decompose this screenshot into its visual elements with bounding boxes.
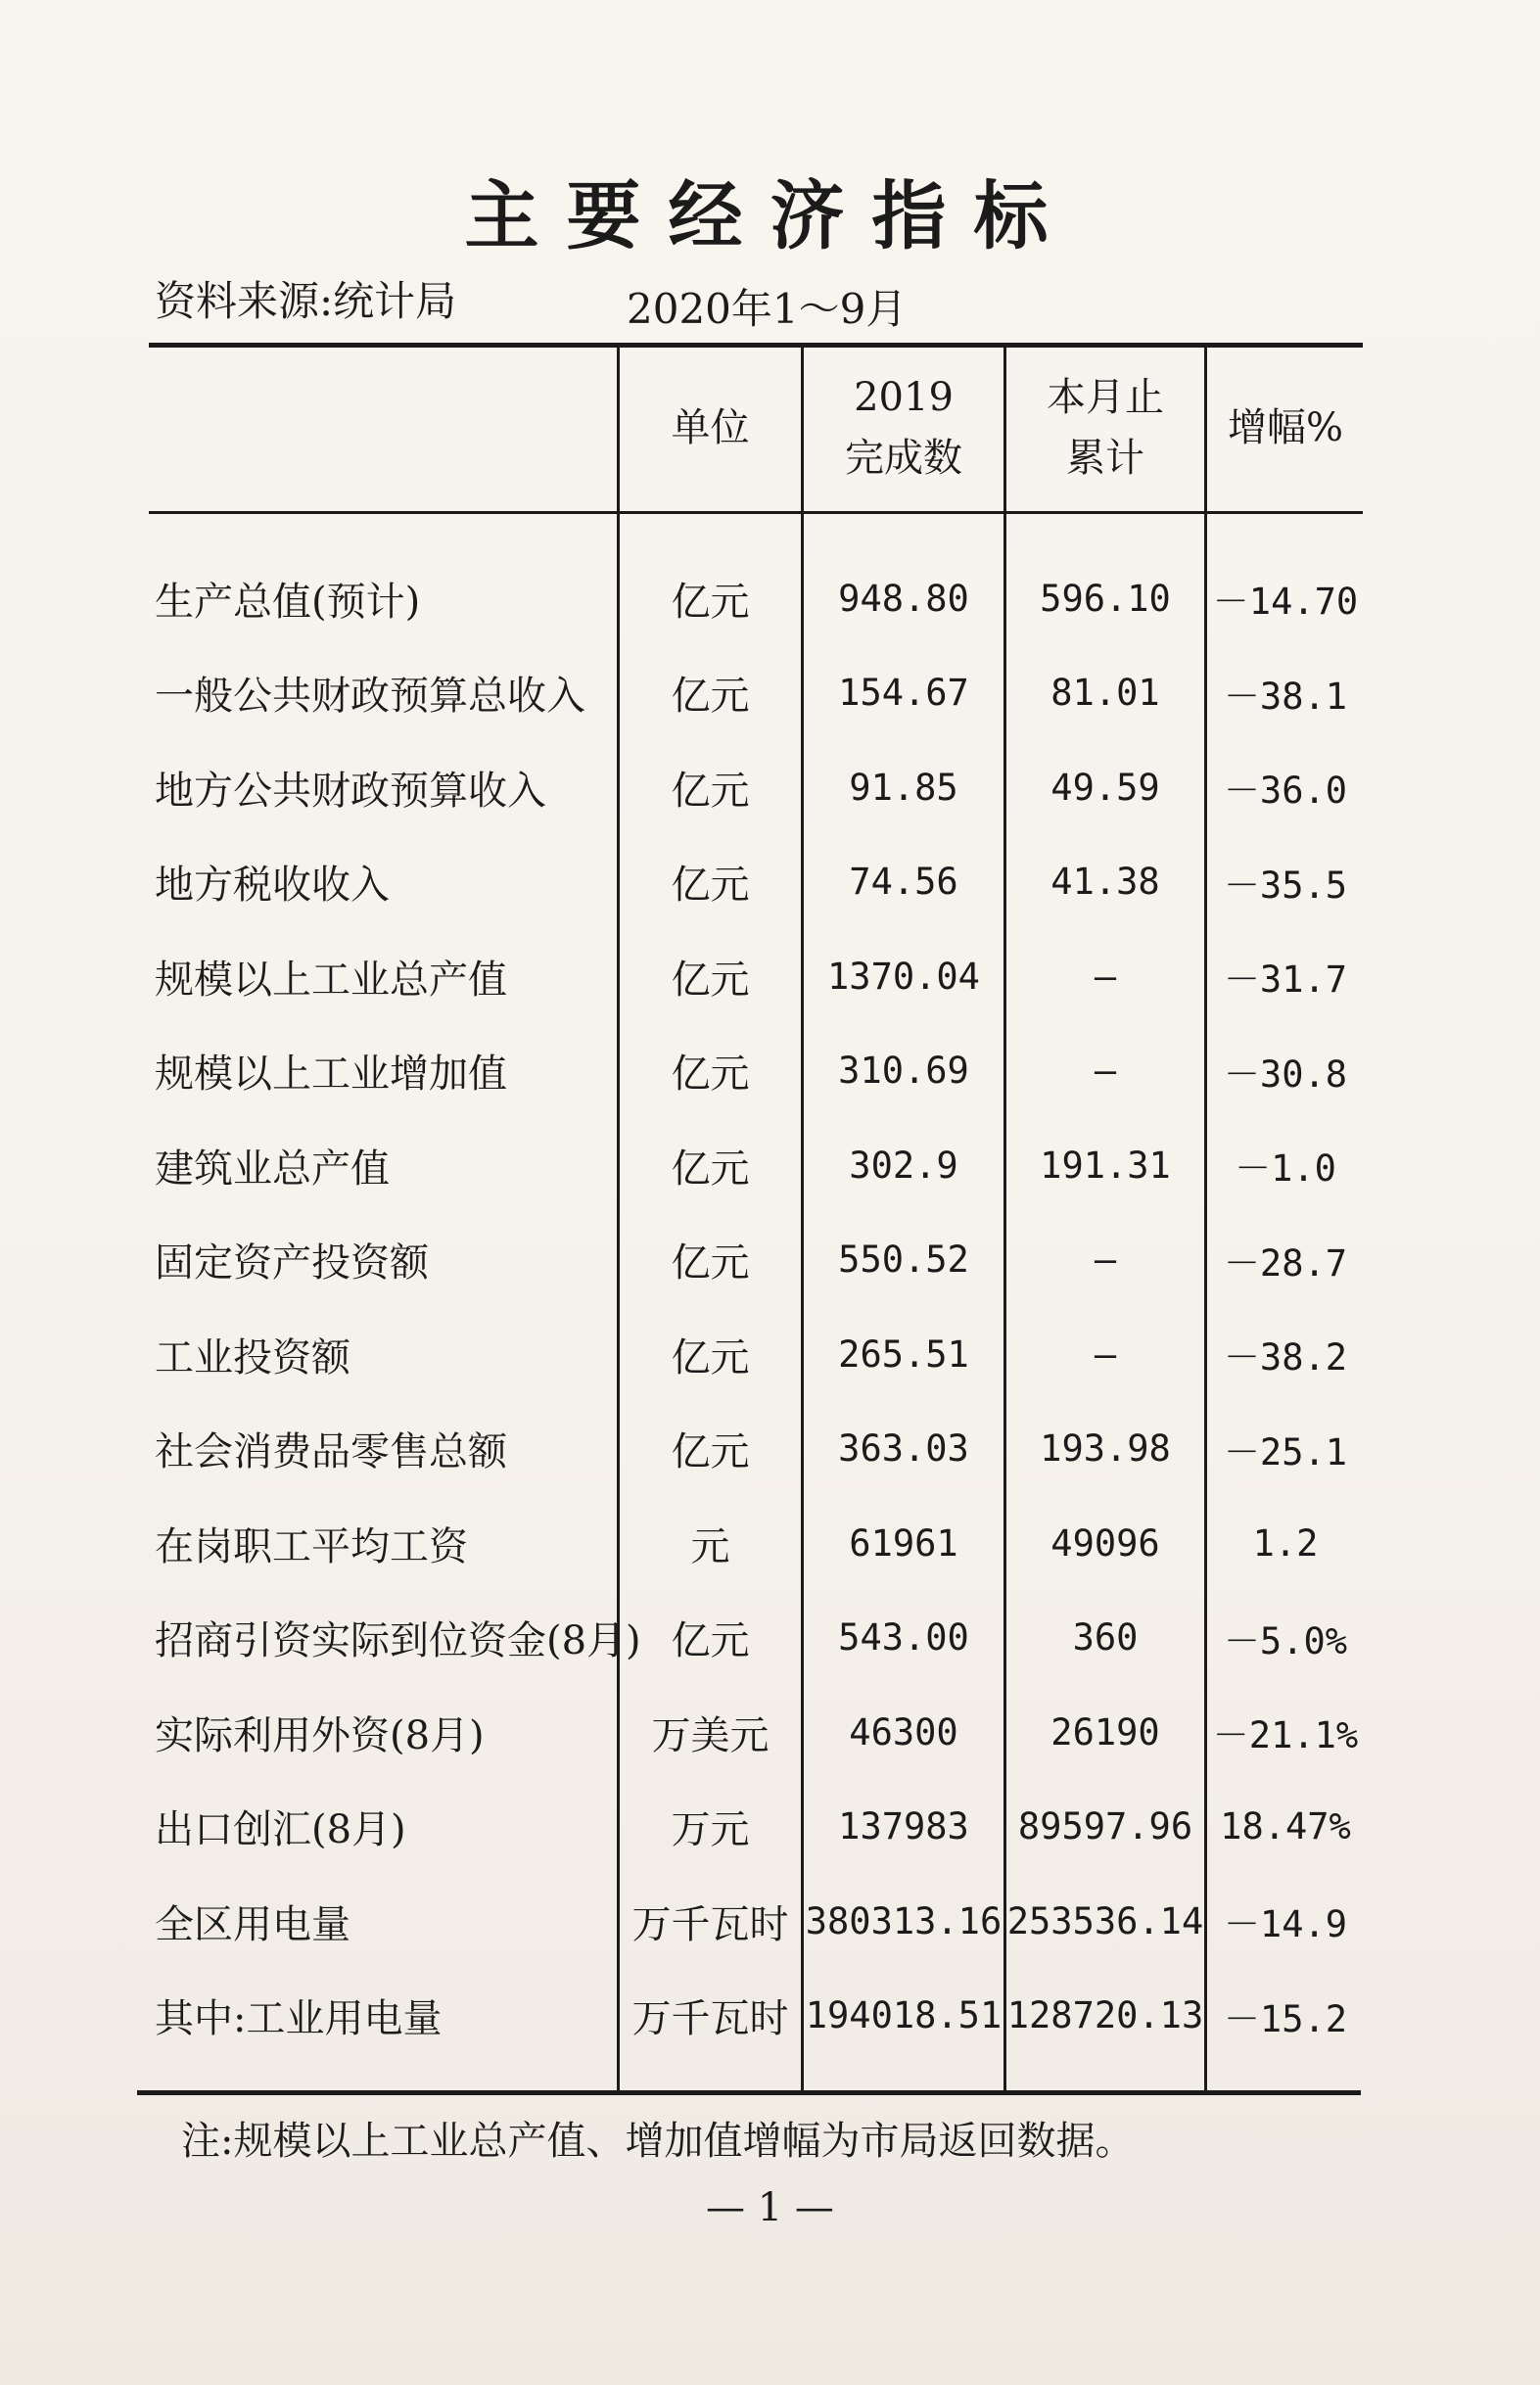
value-cumulative: 81.01 — [1050, 672, 1160, 714]
indicator-unit: 万元 — [671, 1807, 750, 1852]
value-cumulative: 41.38 — [1050, 861, 1160, 903]
indicator-unit: 亿元 — [671, 768, 750, 814]
table-row — [0, 551, 1540, 645]
table-row — [0, 1118, 1540, 1212]
indicator-name: 规模以上工业总产值 — [155, 957, 507, 1003]
header-unit-label: 单位 — [671, 405, 750, 450]
indicator-name: 地方税收收入 — [155, 863, 390, 908]
header-2019 — [804, 345, 1003, 511]
value-increase: －25.1 — [1223, 1430, 1348, 1473]
value-2019: 948.80 — [838, 577, 969, 620]
header-increase — [1207, 345, 1364, 511]
value-increase: 18.47% — [1220, 1805, 1351, 1847]
value-2019: 543.00 — [838, 1616, 969, 1659]
header-2019-year: 2019 — [854, 375, 954, 420]
value-cumulative: 128720.13 — [1006, 1994, 1204, 2036]
header-unit — [620, 345, 801, 511]
value-increase: －31.7 — [1223, 959, 1348, 1001]
value-cumulative: 89597.96 — [1017, 1805, 1193, 1847]
value-cumulative: 49096 — [1050, 1521, 1160, 1565]
indicator-name: 全区用电量 — [155, 1901, 350, 1947]
header-cumulative-line1: 本月止 — [1047, 375, 1164, 420]
indicator-name: 一般公共财政预算总收入 — [155, 674, 585, 719]
indicator-unit: 亿元 — [671, 579, 750, 625]
table-row — [0, 1780, 1540, 1874]
value-increase: －5.0% — [1223, 1619, 1348, 1662]
value-increase: －14.9 — [1223, 1903, 1348, 1945]
value-2019: 137983 — [838, 1805, 969, 1847]
value-increase: －36.0 — [1223, 770, 1348, 812]
indicator-unit: 亿元 — [671, 957, 750, 1003]
value-2019: 154.67 — [838, 672, 969, 714]
indicator-name: 工业投资额 — [155, 1334, 350, 1380]
table-bottom-rule — [137, 2090, 1361, 2095]
header-cumulative — [1006, 345, 1204, 511]
indicator-unit: 万美元 — [651, 1712, 770, 1758]
value-increase: －38.2 — [1223, 1336, 1348, 1379]
indicator-name: 其中:工业用电量 — [155, 1996, 443, 2041]
indicator-unit: 万千瓦时 — [631, 1996, 789, 2041]
page-title: 主要经济指标 — [464, 172, 1076, 259]
table-row — [0, 1307, 1540, 1401]
value-2019: 550.52 — [838, 1239, 969, 1281]
value-2019: 310.69 — [838, 1050, 969, 1092]
indicator-unit: 亿元 — [671, 674, 750, 719]
indicator-unit: 亿元 — [671, 1618, 750, 1663]
indicator-name: 生产总值(预计) — [155, 579, 421, 625]
indicator-name: 固定资产投资额 — [155, 1240, 429, 1286]
indicator-unit: 亿元 — [671, 863, 750, 908]
value-cumulative: 596.10 — [1040, 577, 1171, 620]
value-increase: 1.2 — [1252, 1521, 1319, 1565]
report-period: 2020年1～9月 — [627, 285, 908, 333]
value-cumulative: 191.31 — [1040, 1144, 1171, 1187]
table-note: 注:规模以上工业总产值、增加值增幅为市局返回数据。 — [181, 2119, 1135, 2164]
value-2019: 380313.16 — [805, 1899, 1003, 1942]
value-2019: 194018.51 — [805, 1994, 1003, 2036]
value-increase: －28.7 — [1223, 1241, 1348, 1285]
indicator-name: 实际利用外资(8月) — [155, 1712, 485, 1758]
indicator-name: 规模以上工业增加值 — [155, 1052, 507, 1097]
value-2019: 46300 — [849, 1710, 958, 1754]
value-2019: 61961 — [849, 1521, 958, 1565]
value-2019: 265.51 — [838, 1333, 969, 1376]
header-2019-label: 完成数 — [845, 436, 962, 481]
table-row — [0, 1969, 1540, 2063]
table-row — [0, 929, 1540, 1023]
indicator-name: 社会消费品零售总额 — [155, 1429, 507, 1474]
table-row — [0, 835, 1540, 929]
table-row — [0, 1024, 1540, 1118]
indicator-unit: 元 — [690, 1523, 730, 1569]
indicator-name: 地方公共财政预算收入 — [155, 768, 546, 814]
value-cumulative: 26190 — [1050, 1710, 1160, 1754]
value-cumulative: — — [1094, 1050, 1117, 1092]
indicator-name: 在岗职工平均工资 — [155, 1523, 468, 1569]
value-cumulative: — — [1094, 1239, 1117, 1281]
indicator-name: 建筑业总产值 — [155, 1146, 390, 1192]
value-increase: －15.2 — [1223, 1997, 1348, 2040]
value-2019: 74.56 — [849, 861, 958, 903]
table-row — [0, 740, 1540, 834]
table-row — [0, 646, 1540, 740]
table-row — [0, 1496, 1540, 1590]
indicator-name: 招商引资实际到位资金(8月) — [155, 1618, 641, 1663]
value-increase: －30.8 — [1223, 1052, 1348, 1096]
indicator-unit: 亿元 — [671, 1240, 750, 1286]
table-row — [0, 1402, 1540, 1496]
table-row — [0, 1685, 1540, 1779]
value-increase: －21.1% — [1212, 1714, 1359, 1756]
value-increase: －38.1 — [1223, 675, 1348, 718]
indicator-name: 出口创汇(8月) — [155, 1807, 406, 1852]
value-cumulative: 360 — [1072, 1616, 1139, 1659]
indicator-unit: 亿元 — [671, 1429, 750, 1474]
indicator-unit: 亿元 — [671, 1052, 750, 1097]
value-cumulative: — — [1094, 1333, 1117, 1376]
indicator-unit: 亿元 — [671, 1334, 750, 1380]
value-increase: －1.0 — [1235, 1147, 1336, 1190]
value-cumulative: 253536.14 — [1006, 1899, 1204, 1942]
header-cumulative-line2: 累计 — [1066, 436, 1144, 481]
table-row — [0, 1213, 1540, 1307]
value-cumulative: 193.98 — [1040, 1427, 1171, 1470]
table-row — [0, 1874, 1540, 1968]
value-increase: －14.70 — [1212, 581, 1359, 623]
value-cumulative: 49.59 — [1050, 766, 1160, 809]
table-header-rule — [149, 511, 1363, 514]
table-row — [0, 1591, 1540, 1685]
indicator-unit: 亿元 — [671, 1146, 750, 1192]
value-2019: 1370.04 — [827, 955, 980, 998]
value-cumulative: — — [1094, 955, 1117, 998]
value-2019: 91.85 — [849, 766, 958, 809]
page-number: — 1 — — [706, 2185, 834, 2230]
value-2019: 363.03 — [838, 1427, 969, 1470]
indicator-unit: 万千瓦时 — [631, 1901, 789, 1947]
value-increase: －35.5 — [1223, 864, 1348, 907]
header-increase-label: 增幅% — [1227, 405, 1343, 450]
data-source: 资料来源:统计局 — [155, 277, 457, 325]
value-2019: 302.9 — [849, 1144, 958, 1187]
